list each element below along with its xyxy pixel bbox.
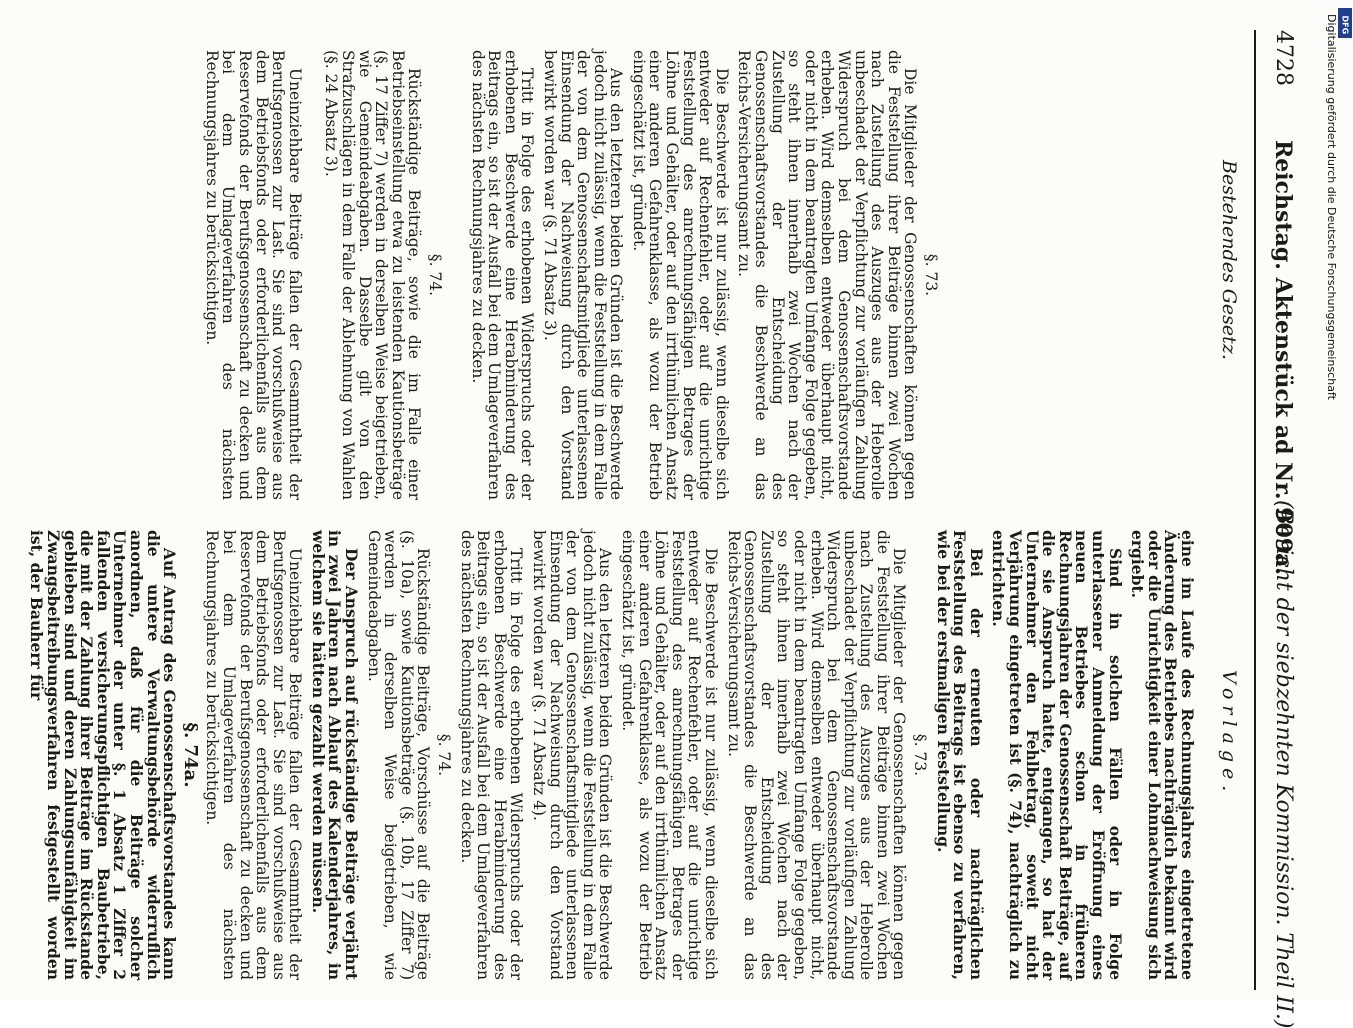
right-section-74-paragraph-3: Uneinziehbare Beiträge fallen der Gesammtheit der Berufsgenossen zur Last. Sie sind vorschußweise aus dem Betriebsfonds oder erforderlichenfalls aus dem Reservefonds der Berufsgenossenschaft zu decken und bei dem Umlageverfahren des nächsten Rechnungsjahres zu berücksichtigen. bbox=[203, 530, 305, 980]
right-section-74-paragraph-1: Rückständige Beiträge, Vorschüsse auf die Beiträge (§. 10a), sowie Kautionsbeträge (§. 10b, 17 Ziffer 7) werden in derselben Weise beigetrieben, wie Gemeindeabgaben. bbox=[364, 530, 433, 980]
left-column bbox=[197, 50, 1195, 500]
right-section-73-paragraph-4: Tritt in Folge des erhobenen Widerspruchs oder der erhobenen Beschwerde eine Herabminderung des Beitrags ein, so ist der Ausfall bei dem Umlageverfahren des nächsten Rechnungsjahres zu decken. bbox=[457, 530, 526, 980]
digitization-credit bbox=[1318, 14, 1344, 994]
right-column-heading: Vorlage. bbox=[1218, 670, 1240, 798]
left-section-73-paragraph-4: Tritt in Folge des erhobenen Widerspruchs oder der erhobenen Beschwerde eine Herabminderung des Beitrags ein, so ist der Ausfall bei dem Umlageverfahren des nächsten Rechnungsjahres zu decken. bbox=[468, 50, 537, 500]
left-section-73-paragraph-2: Die Beschwerde ist nur zulässig, wenn dieselbe sich entweder auf Rechenfehler, oder auf die unrichtige Feststellung des anrechnungsfähigen Betrages der Löhne und Gehälter, oder auf den irrthümlichen Ansatz einer anderen Gefahrenklasse, als wozu der Betrieb eingeschätzt ist, gründet. bbox=[629, 50, 731, 500]
right-section-73-title: §. 73. bbox=[911, 733, 930, 777]
left-section-73-paragraph-1: Die Mitglieder der Genossenschaften können gegen die Feststellung ihrer Beiträge binnen zwei Wochen nach Zustellung des Auszuges aus der Heberolle unbeschadet der Verpflichtung zur vorläufigen Zahlung Widerspruch bei dem Genossenschaftsvorstande erheben. Wird demselben entweder überhaupt nicht, oder nicht in dem beantragten Umfange Folge gegeben, so steht ihnen innerhalb zwei Wochen nach der Zustellung der Entscheidung des Genossenschaftsvorstandes die Beschwerde an das Reichs-Versicherungsamt zu. bbox=[735, 50, 920, 500]
right-section-73-paragraph-3: Aus den letzteren beiden Gründen ist die Beschwerde jedoch nicht zulässig, wenn die Feststellung in dem Falle der von dem Genossenschaftsmitgliede unterlassenen Einsendung der Nachweisung durch den Vorstand bewirkt worden war (§. 71 Absatz 4). bbox=[530, 530, 615, 980]
header-rule bbox=[1254, 30, 1256, 990]
left-section-74-paragraph-2: Uneinziehbare Beiträge fallen der Gesammtheit der Berufsgenossen zur Last. Sie sind vorschußweise aus dem Betriebsfonds oder erforderlichenfalls aus dem Reservefonds der Berufsgenossenschaft zu decken und bei dem Umlageverfahren des nächsten Rechnungsjahres zu berücksichtigen. bbox=[202, 50, 304, 500]
right-section-73-paragraph-2: Die Beschwerde ist nur zulässig, wenn dieselbe sich entweder auf Rechenfehler, oder auf die unrichtige Feststellung des anrechnungsfähigen Betrages der Löhne und Gehälter, oder auf den irrthümlichen Ansatz einer anderen Gefahrenklasse, als wozu der Betrieb eingeschätzt ist, gründet. bbox=[619, 530, 720, 980]
right-section-74a-title: §. 74a. bbox=[179, 722, 201, 788]
right-intro-paragraph-3: Bei der erneuten oder nachträglichen Feststellung des Beitrags ist ebenso zu verfahren, wie bei der erstmaligen Feststellung. bbox=[933, 530, 986, 980]
right-section-74-title: §. 74. bbox=[435, 733, 454, 777]
right-column bbox=[22, 530, 1195, 980]
right-section-73-paragraph-1: Die Mitglieder der Genossenschaften können gegen die Feststellung ihrer Beiträge binnen zwei Wochen nach Zustellung des Auszuges aus der Heberolle unbeschadet der Verpflichtung zur vorläufigen Zahlung Widerspruch bei dem Genossenschaftsvorstande erheben. Wird demselben entweder überhaupt nicht, oder nicht in dem beantragten Umfange Folge gegeben, so steht ihnen innerhalb zwei Wochen nach der Zustellung der Entscheidung des Genossenschaftsvorstandes die Beschwerde an das Reichs-Versicherungsamt zu. bbox=[724, 530, 909, 980]
left-column-heading: Bestehendes Gesetz. bbox=[1218, 160, 1240, 360]
credit-text: Digitalisierung gefördert durch die Deutsche Forschungsgemeinschaft bbox=[1325, 14, 1338, 400]
report-subtitle: (Bericht der siebzehnten Kommission. Theil II.) bbox=[1271, 500, 1296, 1028]
dfg-logo-text: DFG bbox=[1340, 15, 1350, 35]
left-section-74-title: §. 74. bbox=[425, 253, 444, 297]
dfg-logo bbox=[1338, 8, 1352, 38]
right-intro-paragraph-1: eine im Laufe des Rechnungsjahres eingetretene Änderung des Betriebes nachträglich bekannt wird oder die Unrichtigkeit einer Lohnnachweisung sich ergiebt. bbox=[1128, 530, 1197, 980]
left-column-spacer bbox=[945, 50, 1195, 500]
left-section-73-paragraph-3: Aus den letzteren beiden Gründen ist die Beschwerde jedoch nicht zulässig, wenn die Feststellung in dem Falle der von dem Genossenschaftsmitgliede unterlassenen Einsendung der Nachweisung durch den Vorstand bewirkt worden war (§. 71 Absatz 3). bbox=[540, 50, 626, 500]
right-intro-paragraph-2: Sind in solchen Fällen oder in Folge unterlassener Anmeldung der Eröffnung eines neuen Betriebes schon in früheren Rechnungsjahren der Genossenschaft Beiträge, auf die sie Anspruch hatte, entgangen, so hat der Unternehmer den Fehlbetrag, soweit nicht Verjährung eingetreten ist (§. 74), nachträglich zu entrichten. bbox=[989, 530, 1125, 980]
rotated-sheet bbox=[10, 30, 1300, 1028]
right-section-74a-paragraph-1: Auf Antrag des Genossenschaftsvorstandes kann die untere Verwaltungsbehörde widerruflich anordnen, daß für die Beiträge solcher Unternehmer der unter §. 1 Absatz 1 Ziffer 2 fallenden versicherungspflichtigen Baubetriebe, die mit der Zahlung ihrer Beiträge im Rückstande geblieben sind und deren Zahlungsunfähigkeit im Zwangsbeitreibungsverfahren festgestellt worden ist, der Bauherr für bbox=[27, 530, 180, 980]
right-section-74-paragraph-2: Der Anspruch auf rückständige Beiträge verjährt in zwei Jahren nach Ablauf des Kalenderjahres, in welchem sie hätten gezahlt werden müssen. bbox=[308, 530, 362, 980]
left-section-74-paragraph-1: Rückständige Beiträge, sowie die im Falle einer Betriebseinstellung etwa zu leistenden Kautionsbeträge (§. 17 Ziffer 7) werden in derselben Weise beigetrieben, wie Gemeindeabgaben. Dasselbe gilt von den Strafzuschlägen in dem Falle der Ablehnung von Wahlen (§. 24 Absatz 3). bbox=[322, 50, 424, 500]
left-section-73-title: §. 73. bbox=[922, 253, 940, 297]
page-header bbox=[1262, 30, 1300, 1028]
page-number: 4728 bbox=[1271, 30, 1296, 86]
document-title: Reichstag. Aktenstück ad Nr. 909a. bbox=[1270, 140, 1296, 575]
